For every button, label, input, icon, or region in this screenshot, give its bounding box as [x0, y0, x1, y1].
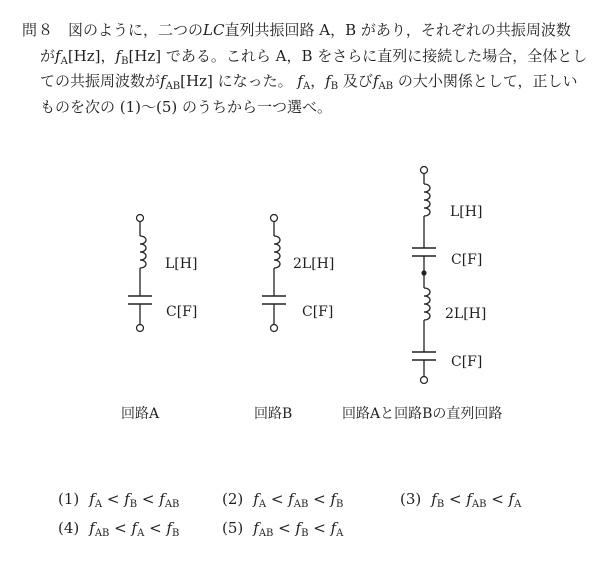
junction-dot	[421, 270, 426, 275]
inductor-symbol	[140, 236, 146, 268]
inductor-symbol	[274, 236, 280, 268]
inductor-label: L[H]	[450, 204, 483, 220]
circuit-a-caption: 回路A	[121, 406, 160, 422]
option-4[interactable]: (4) $f_{AB} < f_A < f_B$	[58, 519, 180, 539]
capacitor-label: C[F]	[451, 252, 483, 268]
option-2[interactable]: (2) $f_A < f_{AB} < f_B$	[222, 490, 344, 510]
terminal-bottom	[137, 325, 144, 332]
circuit-b	[254, 215, 334, 423]
inductor-symbol	[424, 184, 430, 216]
terminal-top	[271, 215, 278, 222]
question-text	[22, 18, 588, 120]
circuit-ab-caption: 回路Aと回路Bの直列回路	[342, 406, 503, 422]
circuit-b-caption: 回路B	[254, 406, 293, 422]
option-1[interactable]: (1) $f_A < f_B < f_{AB}$	[58, 490, 180, 510]
inductor-label: 2L[H]	[445, 306, 487, 322]
question-line-4: ものを次の (1)～(5) のうちから一つ選べ。	[40, 97, 333, 116]
inductor-symbol	[424, 288, 430, 320]
terminal-top	[421, 167, 428, 174]
inductor-label: L[H]	[165, 256, 198, 272]
capacitor-label: C[F]	[166, 304, 198, 320]
capacitor-label: C[F]	[302, 304, 334, 320]
circuit-ab	[342, 167, 502, 423]
inductor-label: 2L[H]	[293, 256, 335, 272]
option-5[interactable]: (5) $f_{AB} < f_B < f_A$	[222, 519, 344, 539]
question-number: 問８	[22, 21, 55, 39]
question-line-2: が$f_A[Hz]$，$f_B[Hz]$ である。これら A，B をさらに直列に接続した場合，全体とし	[40, 46, 588, 67]
option-3[interactable]: (3) $f_B < f_{AB} < f_A$	[400, 490, 522, 510]
question-line-3: ての共振周波数が$f_{AB}[Hz]$ になった。 $f_A$，$f_B$ 及び$f_{AB}$ の大小関係として，正しい	[40, 72, 578, 92]
circuit-a	[121, 215, 197, 423]
terminal-bottom	[271, 325, 278, 332]
question-line-1: 問８ 図のように，二つのLC直列共振回路 A，B があり，それぞれの共振周波数	[22, 21, 571, 39]
terminal-top	[137, 215, 144, 222]
circuit-diagrams	[0, 150, 602, 440]
capacitor-label: C[F]	[451, 354, 483, 370]
terminal-bottom	[421, 377, 428, 384]
